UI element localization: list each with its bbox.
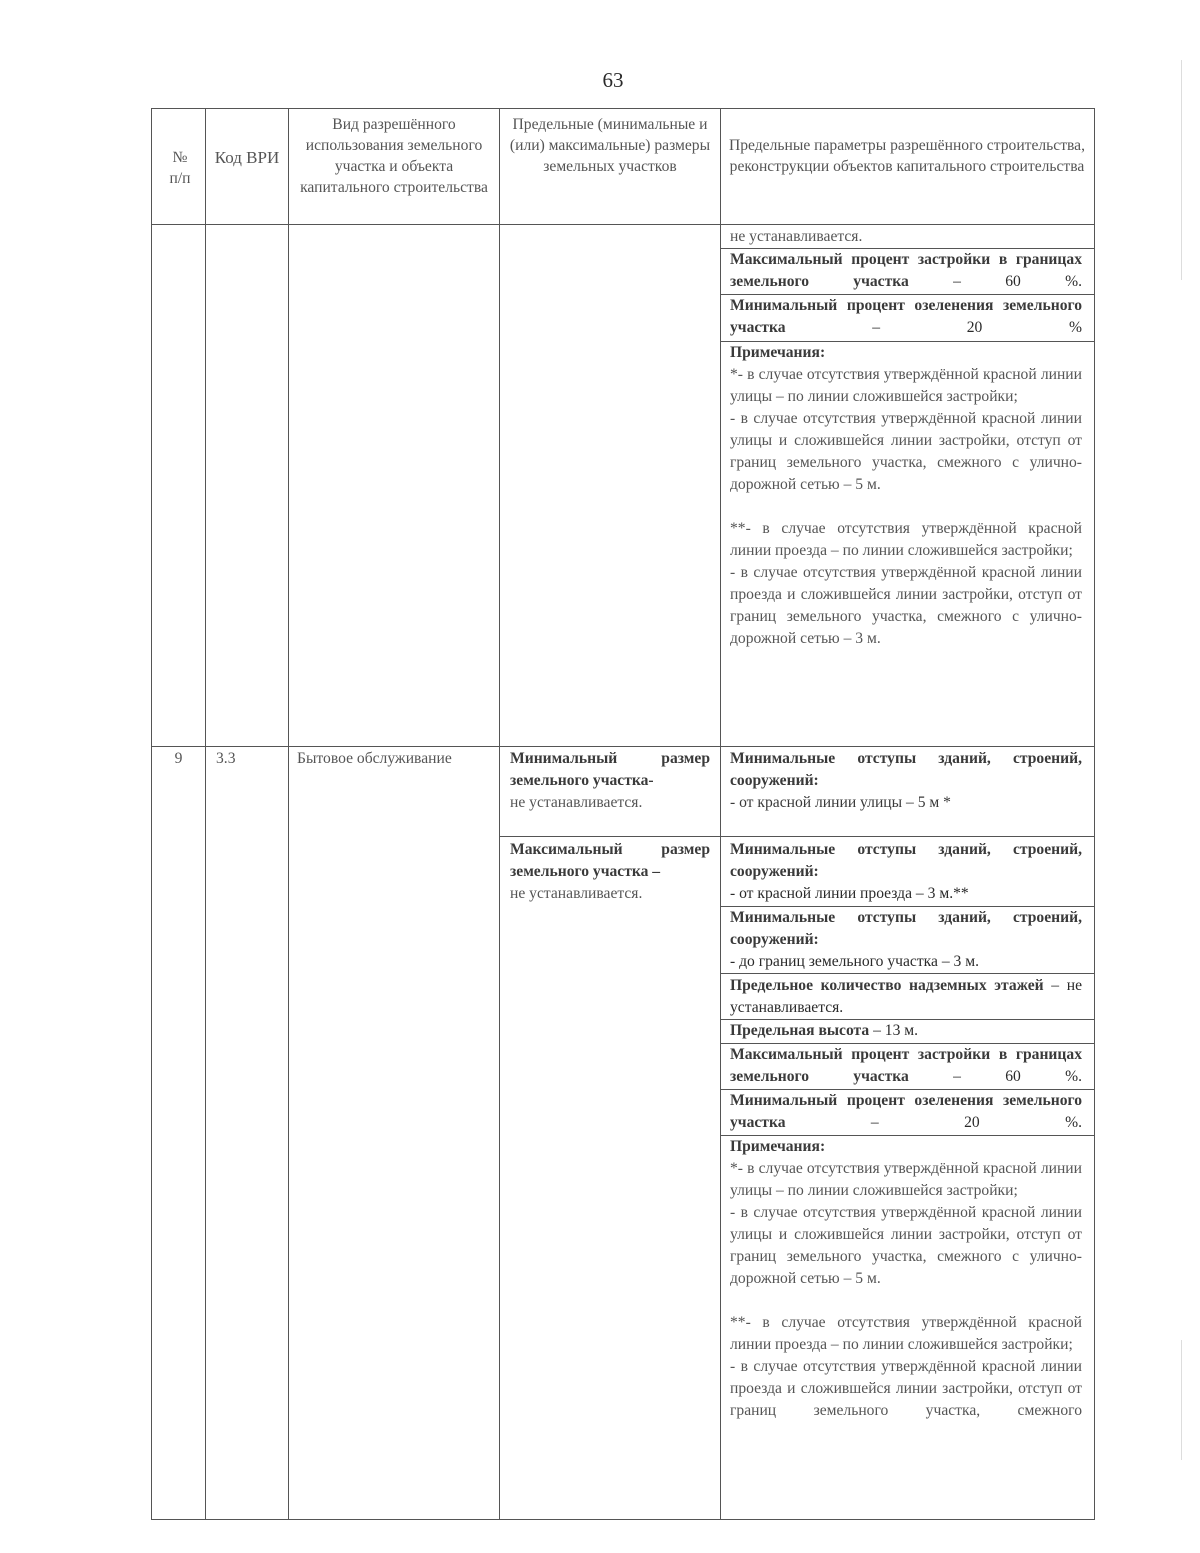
header-sizes: Предельные (минимальные и (или) максимальные) размеры земельных участков [509,116,711,175]
cont-note-3: **- в случае отсутствия утверждённой красной линии проезда – по линии сложившейся застройки; [730,520,1082,559]
row9-param-1-label: Минимальные отступы зданий, строений, сооружений: [730,750,1082,789]
row9-param-4-value: – не устанавливается. [730,977,1082,1016]
cell-divider [720,973,1094,974]
row9-param-3-label: Минимальные отступы зданий, строений, сооружений: [730,909,1082,948]
row9-note-4: - в случае отсутствия утверждённой красной линии проезда и сложившейся линии застройки, отступ от границ земельного участка, смежного [730,1358,1082,1419]
row9-notes [730,1136,1082,1422]
header-params: Предельные параметры разрешённого строительства, реконструкции объектов капитального строительства [728,137,1086,175]
col-divider [720,109,721,1519]
cont-notes [730,342,1082,650]
row9-param-7-value: – 20 %. [785,1114,1082,1131]
row9-param-3-value: - до границ земельного участка – 3 м. [730,953,979,970]
row9-param-2-value: - от красной линии проезда – 3 м.** [730,885,969,902]
cell-divider [720,836,1094,837]
row9-note-spacer [730,1290,1082,1312]
header-code: Код ВРИ [214,148,280,167]
row9-note-2: - в случае отсутствия утверждённой красной линии улицы и сложившейся линии застройки, отступ от границ земельного участка, смежного с улично-дорожной сетью – 5 м. [730,1204,1082,1287]
row9-min-size-label: Минимальный размер земельного участка- [510,750,710,789]
cont-min-green-label: Минимальный процент озеленения земельного участка [730,297,1082,336]
scan-edge-mark [1181,60,1182,280]
col-divider [205,109,206,1519]
page-number: 63 [602,68,624,92]
row9-param-5-value: – 13 м. [869,1022,919,1039]
row9-param-2-label: Минимальные отступы зданий, строений, сооружений: [730,841,1082,880]
row9-kind: Бытовое обслуживание [297,750,452,767]
header-num: № п/п [169,149,191,187]
header-kind: Вид разрешённого использования земельного участка и объекта капитального строительства [300,116,488,196]
cont-min-green-value: – 20 % [785,319,1082,336]
row-divider [152,746,1094,747]
row9-param-7 [730,1090,1082,1134]
row9-param-1-value: - от красной линии улицы – 5 м * [730,794,951,811]
cont-text-1: не устанавливается. [730,228,863,245]
row9-param-1 [730,748,1082,814]
cont-max-build-value: – 60 %. [908,273,1082,290]
row9-num: 9 [174,750,183,767]
scan-edge-mark [1181,1340,1182,1460]
zoning-table [151,108,1095,1520]
row9-param-3 [730,907,1082,973]
cont-max-build-label: Максимальный процент застройки в границах земельного участка [730,251,1082,290]
col-divider [288,109,289,1519]
cont-min-green-percent [730,295,1082,339]
row9-code: 3.3 [216,750,236,767]
col-divider [499,109,500,1519]
header-divider [152,224,1094,225]
row9-param-6-label: Максимальный процент застройки в границах земельного участка [730,1046,1082,1085]
row9-note-3: **- в случае отсутствия утверждённой красной линии проезда – по линии сложившейся застройки; [730,1314,1082,1353]
row9-max-size-label: Максимальный размер земельного участка – [510,841,710,880]
row9-param-2 [730,839,1082,905]
row9-param-7-label: Минимальный процент озеленения земельного участка [730,1092,1082,1131]
cell-divider [499,836,720,837]
cont-max-build-percent [730,249,1082,293]
row9-param-4-label: Предельное количество надземных этажей [730,977,1044,994]
row9-param-4 [730,975,1082,1019]
row9-max-size [510,839,710,905]
row9-max-size-value: не устанавливается. [510,885,643,902]
row9-notes-title: Примечания: [730,1138,826,1155]
row9-param-5-label: Предельная высота [730,1022,870,1039]
cont-note-spacer [730,496,1082,518]
cont-note-2: - в случае отсутствия утверждённой красной линии улицы и сложившейся линии застройки, отступ от границ земельного участка, смежного с улично-дорожной сетью – 5 м. [730,410,1082,493]
cont-notes-title: Примечания: [730,344,826,361]
row9-min-size [510,748,710,814]
row9-min-size-value: не устанавливается. [510,794,643,811]
cont-note-4: - в случае отсутствия утверждённой красной линии проезда и сложившейся линии застройки, отступ от границ земельного участка, смежного с улично-дорожной сетью – 3 м. [730,564,1082,647]
row9-param-6-value: – 60 %. [908,1068,1082,1085]
cont-note-1: *- в случае отсутствия утверждённой красной линии улицы – по линии сложившейся застройки; [730,366,1082,405]
row9-param-5 [730,1020,1082,1042]
row9-note-1: *- в случае отсутствия утверждённой красной линии улицы – по линии сложившейся застройки; [730,1160,1082,1199]
row9-param-6 [730,1044,1082,1088]
